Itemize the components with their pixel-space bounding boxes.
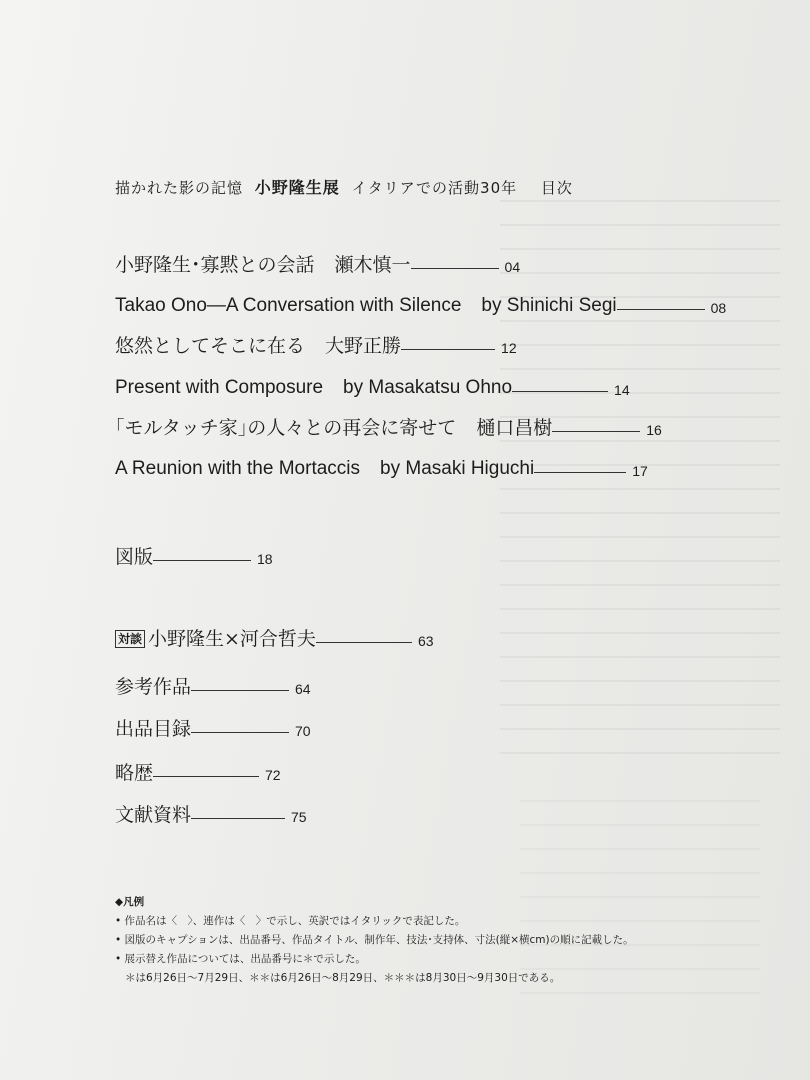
entry-page: 04 bbox=[504, 259, 521, 275]
toc-entry[interactable] bbox=[115, 376, 630, 400]
leader-line bbox=[534, 472, 626, 473]
legend-notes bbox=[115, 893, 634, 988]
toc-entry[interactable] bbox=[115, 545, 273, 569]
entry-title: 文献資料 bbox=[115, 804, 192, 826]
entry-title: 悠然としてそこに在る bbox=[115, 335, 306, 357]
toc-entry[interactable] bbox=[115, 675, 311, 699]
leader-line bbox=[512, 391, 608, 392]
toc-entry[interactable] bbox=[115, 627, 434, 651]
header-exhibition-title: 小野隆生展 bbox=[254, 178, 340, 197]
leader-line bbox=[552, 431, 640, 432]
entry-page: 14 bbox=[614, 382, 630, 398]
entry-title: 参考作品 bbox=[115, 676, 192, 698]
toc-entry[interactable] bbox=[115, 761, 281, 785]
dialogue-badge: 対談 bbox=[115, 630, 145, 648]
entry-author: by Masaki Higuchi bbox=[380, 458, 535, 479]
leader-line bbox=[401, 349, 495, 350]
header-contents-label: 目次 bbox=[540, 179, 573, 197]
entry-title: 出品目録 bbox=[115, 718, 192, 740]
leader-line bbox=[191, 690, 289, 691]
legend-title: ◆凡例 bbox=[115, 896, 145, 908]
leader-line bbox=[191, 818, 285, 819]
entry-page: 75 bbox=[291, 809, 307, 825]
entry-title: 小野隆生×河合哲夫 bbox=[148, 628, 316, 650]
toc-entry[interactable] bbox=[115, 334, 517, 358]
toc-header bbox=[115, 175, 573, 198]
entry-title: A Reunion with the Mortaccis bbox=[115, 458, 361, 479]
leader-line bbox=[191, 732, 289, 733]
leader-line bbox=[153, 560, 251, 561]
entry-page: 16 bbox=[646, 422, 662, 438]
header-subtitle: 描かれた影の記憶 bbox=[115, 179, 244, 197]
toc-entry[interactable] bbox=[115, 253, 520, 277]
entry-page: 08 bbox=[710, 300, 727, 316]
toc-entry[interactable] bbox=[115, 803, 307, 827]
leader-line bbox=[153, 776, 259, 777]
legend-line: • 作品名は〈 〉、連作は〈 〉で示し、英訳ではイタリックで表記した。 bbox=[115, 915, 466, 927]
entry-author: by Shinichi Segi bbox=[481, 295, 617, 316]
legend-line: • 図版のキャプションは、出品番号、作品タイトル、制作年、技法･支持体、寸法(縦×横cm)の順に記載した。 bbox=[115, 934, 634, 946]
toc-entry[interactable] bbox=[115, 717, 311, 741]
entry-title: 略歴 bbox=[115, 762, 154, 784]
entry-page: 18 bbox=[257, 551, 273, 567]
entry-page: 72 bbox=[265, 767, 281, 783]
entry-author: by Masakatsu Ohno bbox=[343, 377, 513, 398]
entry-title: 小野隆生･寡黙との会話 bbox=[115, 254, 315, 276]
entry-page: 17 bbox=[632, 463, 648, 479]
legend-line: ＊は6月26日〜7月29日、＊＊は6月26日〜8月29日、＊＊＊は8月30日〜9月30日である。 bbox=[125, 972, 561, 984]
toc-entry[interactable] bbox=[115, 416, 662, 440]
entry-title: 図版 bbox=[115, 546, 154, 568]
entry-title: ｢モルタッチ家｣の人々との再会に寄せて bbox=[115, 417, 457, 439]
entry-author: 樋口昌樹 bbox=[476, 417, 553, 439]
leader-line bbox=[316, 642, 412, 643]
leader-line bbox=[617, 309, 705, 310]
toc-entry[interactable] bbox=[115, 294, 726, 318]
leader-line bbox=[411, 268, 499, 269]
entry-title: Takao Ono—A Conversation with Silence bbox=[115, 295, 462, 316]
entry-page: 70 bbox=[295, 723, 311, 739]
header-tagline: イタリアでの活動30年 bbox=[351, 179, 518, 197]
entry-page: 63 bbox=[417, 633, 434, 649]
entry-title: Present with Composure bbox=[115, 377, 324, 398]
toc-entry[interactable] bbox=[115, 457, 648, 481]
entry-page: 12 bbox=[501, 340, 517, 356]
legend-line: • 展示替え作品については、出品番号に＊で示した。 bbox=[115, 953, 366, 965]
entry-author: 瀬木慎一 bbox=[334, 254, 411, 276]
entry-page: 64 bbox=[295, 681, 311, 697]
entry-author: 大野正勝 bbox=[325, 335, 402, 357]
